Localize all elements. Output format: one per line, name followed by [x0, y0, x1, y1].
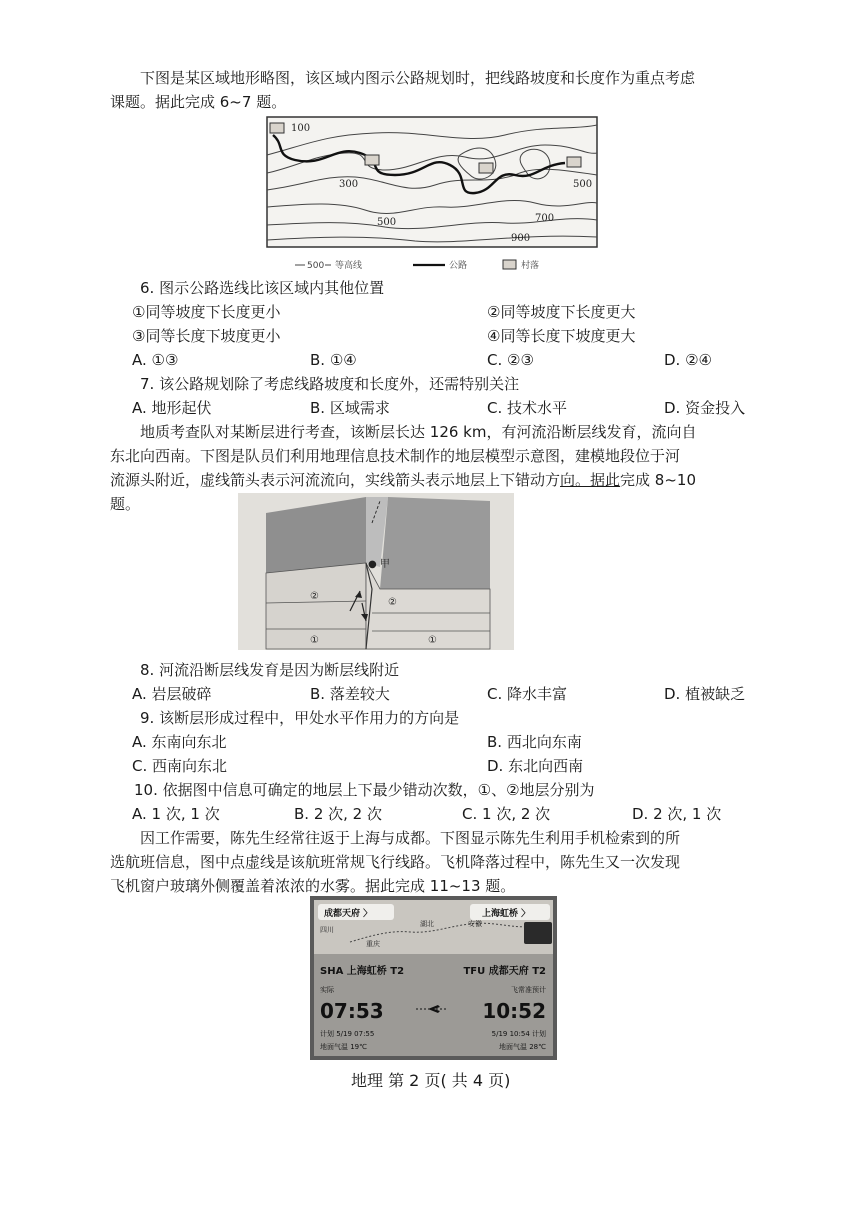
q6-statement-1: ①同等坡度下长度更小: [132, 303, 281, 321]
right-block-top: [380, 497, 490, 589]
layer1-left-label: ①: [310, 635, 319, 646]
q10-stem: 10. 依据图中信息可确定的地层上下最少错动次数，①、②地层分别为: [134, 781, 595, 799]
dep-airport: SHA 上海虹桥 T2: [320, 966, 405, 977]
arr-status: 飞常准预计: [511, 986, 546, 994]
layer2-right-label: ②: [388, 597, 397, 608]
contour-label-700: 700: [535, 213, 555, 224]
q8-option-d: D. 植被缺乏: [664, 685, 746, 703]
fault-block-figure: [238, 493, 514, 650]
dep-status: 实际: [320, 986, 334, 994]
q6-statement-2: ②同等坡度下长度更大: [487, 303, 636, 321]
q8-option-c: C. 降水丰富: [487, 685, 568, 703]
q9-option-d: D. 东北向西南: [487, 757, 584, 775]
arr-airport: TFU 成都天府 T2: [463, 966, 546, 977]
q6-option-c: C. ②③: [487, 351, 534, 369]
passage3-line2: 选航班信息，图中点虚线是该航班常规飞行线路。飞机降落过程中，陈先生又一次发现: [110, 853, 681, 871]
contour-label-300: 300: [339, 179, 359, 190]
contour-label-100: 100: [291, 123, 311, 134]
contour-label-500b: 500: [573, 179, 593, 190]
q7-stem: 7. 该公路规划除了考虑线路坡度和长度外，还需特别关注: [140, 375, 520, 393]
page-footer: 地理 第 2 页( 共 4 页): [351, 1071, 511, 1090]
passage2-line1: 地质考查队对某断层进行考查，该断层长达 126 km，有河流沿断层线发育，流向自: [140, 423, 697, 441]
q10-option-a: A. 1 次, 1 次: [132, 805, 220, 823]
q10-option-c: C. 1 次, 2 次: [462, 805, 551, 823]
q9-stem: 9. 该断层形成过程中，甲处水平作用力的方向是: [140, 709, 460, 727]
q6-option-d: D. ②④: [664, 351, 712, 369]
q10-option-d: D. 2 次, 1 次: [632, 805, 722, 823]
q9-option-a: A. 东南向东北: [132, 733, 227, 751]
arr-plan: 5/19 10:54 计划: [491, 1030, 546, 1038]
legend-village-label: 村落: [521, 261, 540, 271]
q6-option-b: B. ①④: [310, 351, 357, 369]
arr-time: 10:52: [482, 999, 546, 1023]
q7-option-a: A. 地形起伏: [132, 399, 212, 417]
dep-temp: 地面气温 19℃: [320, 1043, 367, 1051]
layer2-left-label: ②: [310, 591, 319, 602]
q10-option-b: B. 2 次, 2 次: [294, 805, 382, 823]
legend-contour-value: 500: [307, 261, 325, 271]
legend-road-label: 公路: [449, 261, 468, 271]
label-jia: ● 甲: [368, 559, 390, 570]
q9-option-b: B. 西北向东南: [487, 733, 582, 751]
dep-plan: 计划 5/19 07:55: [320, 1030, 375, 1038]
map-label-hubei: 湖北: [420, 920, 434, 928]
legend-contour-label: 等高线: [335, 261, 363, 271]
passage2-line3-c: 完成 8~10: [620, 471, 696, 489]
map-label-chongqing: 重庆: [366, 940, 380, 948]
passage2-line2: 东北向西南。下图是队员们利用地理信息技术制作的地层模型示意图，建模地段位于河: [110, 447, 681, 465]
passage3-line1: 因工作需要，陈先生经常往返于上海与成都。下图显示陈先生利用手机检索到的所: [140, 829, 681, 847]
q8-option-b: B. 落差较大: [310, 685, 390, 703]
origin-chip-label: 上海虹桥 〉: [482, 909, 531, 919]
map-controls: [524, 922, 552, 944]
q7-option-c: C. 技术水平: [487, 399, 568, 417]
contour-map-figure: [265, 115, 600, 275]
passage1-line2: 课题。据此完成 6~7 题。: [110, 93, 287, 111]
q6-statement-4: ④同等长度下坡度更大: [487, 327, 636, 345]
passage2-line3-underlined: 向。据此: [560, 471, 621, 489]
q6-statement-3: ③同等长度下坡度更小: [132, 327, 281, 345]
contour-label-900: 900: [511, 233, 531, 244]
passage2-line4: 题。: [110, 495, 141, 513]
dep-time: 07:53: [320, 999, 384, 1023]
q6-option-a: A. ①③: [132, 351, 179, 369]
q9-option-c: C. 西南向东北: [132, 757, 228, 775]
dest-chip-label: 成都天府 〉: [324, 909, 373, 919]
q6-stem: 6. 图示公路选线比该区域内其他位置: [140, 279, 385, 297]
q8-option-a: A. 岩层破碎: [132, 685, 212, 703]
q7-option-b: B. 区域需求: [310, 399, 390, 417]
map-legend: [295, 259, 539, 271]
map-label-anhui: 安徽: [468, 920, 482, 928]
arr-temp: 地面气温 28℃: [499, 1043, 546, 1051]
passage2-line3: [110, 468, 696, 492]
q7-option-d: D. 资金投入: [664, 399, 746, 417]
flight-info-figure: [310, 896, 557, 1060]
layer1-right-label: ①: [428, 635, 437, 646]
passage3-line3: 飞机窗户玻璃外侧覆盖着浓浓的水雾。据此完成 11~13 题。: [110, 877, 516, 895]
map-label-sichuan: 四川: [320, 926, 334, 934]
passage2-line3-a: 流源头附近，虚线箭头表示河流流向，实线箭头表示地层上下错动方: [110, 471, 561, 489]
contour-label-500a: 500: [377, 217, 397, 228]
q8-stem: 8. 河流沿断层线发育是因为断层线附近: [140, 661, 400, 679]
passage1-line1: 下图是某区域地形略图，该区域内图示公路规划时，把线路坡度和长度作为重点考虑: [140, 69, 696, 87]
